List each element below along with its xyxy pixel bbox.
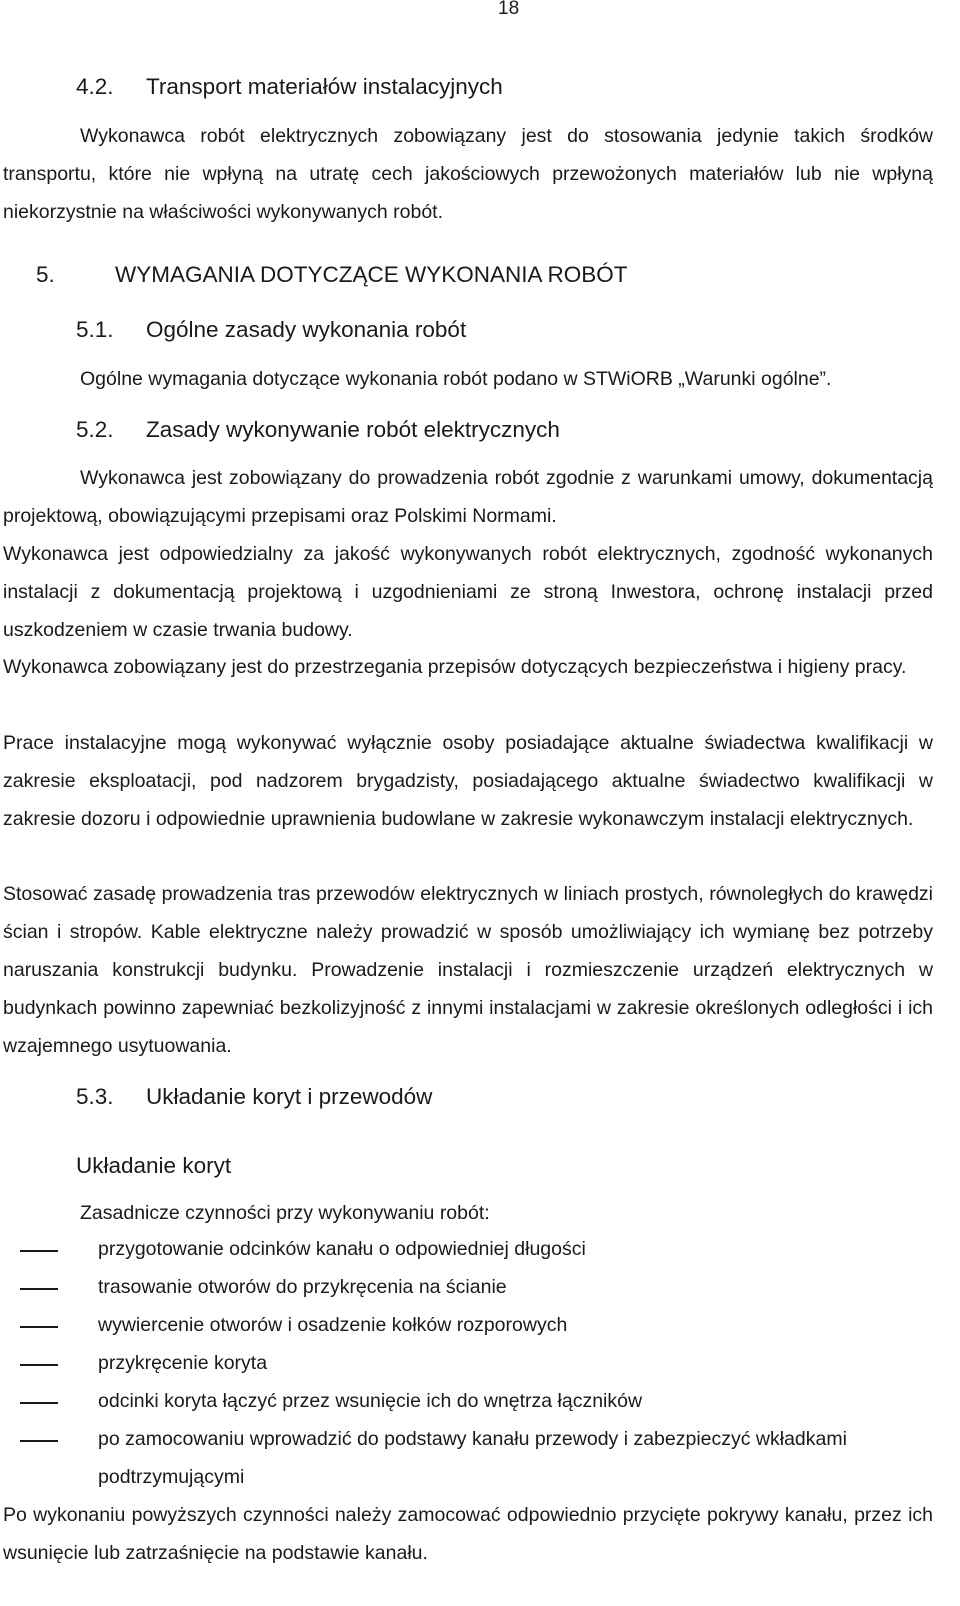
heading-5-3 — [76, 1084, 432, 1110]
paragraph-final: Po wykonaniu powyższych czynności należy zamocować odpowiednio przycięte pokrywy kanału, przez ich wsunięcie lub zatrzaśnięcie na podstawie kanału. — [3, 1504, 933, 1564]
heading-5-2-title: Zasady wykonywanie robót elektrycznych — [146, 417, 560, 442]
heading-4-2 — [76, 74, 503, 100]
paragraph-general-requirements: Ogólne wymagania dotyczące wykonania robót podano w STWiORB „Warunki ogólne”. — [80, 368, 832, 390]
subheading-trays: Układanie koryt — [76, 1153, 232, 1178]
heading-5 — [36, 262, 628, 288]
paragraph-qualifications: Prace instalacyjne mogą wykonywać wyłącznie osoby posiadające aktualne świadectwa kwalifikacji w zakresie eksploatacji, pod nadzorem brygadzisty, posiadającego aktualne świadectwo kwalifikacji w zakresie dozoru i odpowiednie uprawnienia budowlane w zakresie wykonawczym instalacji elektrycznych. — [3, 732, 933, 830]
paragraph-cable-routing: Stosować zasadę prowadzenia tras przewodów elektrycznych w liniach prostych, równoległych do krawędzi ścian i stropów. Kable elektryczne należy prowadzić w sposób umożliwiający ich wymianę bez potrzeby naruszania konstrukcji budynku. Prowadzenie instalacji i rozmieszczenie urządzeń elektrycznych w budynkach powinno zapewniać bezkolizyjność z innymi instalacjami w zakresie określonych odległości i ich wzajemnego usytuowania. — [3, 883, 933, 1057]
heading-5-2 — [76, 417, 560, 443]
heading-5-1-title: Ogólne zasady wykonania robót — [146, 317, 467, 342]
heading-5-2-number: 5.2. — [76, 417, 114, 442]
heading-5-1 — [76, 317, 466, 343]
steps-list — [0, 1230, 960, 1496]
heading-5-number: 5. — [36, 262, 55, 287]
heading-5-3-number: 5.3. — [76, 1084, 114, 1109]
paragraph-contractor-obligations: Wykonawca jest zobowiązany do prowadzenia robót zgodnie z warunkami umowy, dokumentacją projektową, obowiązującymi przepisami oraz Polskimi Normami. — [3, 467, 933, 527]
heading-5-title: WYMAGANIA DOTYCZĄCE WYKONANIA ROBÓT — [115, 262, 628, 287]
list-intro: Zasadnicze czynności przy wykonywaniu robót: — [80, 1202, 490, 1224]
list-item: przygotowanie odcinków kanału o odpowiedniej długości — [98, 1238, 586, 1260]
heading-4-2-number: 4.2. — [76, 74, 114, 99]
page-number: 18 — [498, 0, 520, 19]
list-item: trasowanie otworów do przykręcenia na ścianie — [98, 1276, 507, 1298]
list-item: po zamocowaniu wprowadzić do podstawy kanału przewody i zabezpieczyć wkładkami podtrzymującymi — [98, 1428, 847, 1488]
paragraph-contractor-responsibility: Wykonawca jest odpowiedzialny za jakość wykonywanych robót elektrycznych, zgodność wykonanych instalacji z dokumentacją projektową i uzgodnieniami ze stroną Inwestora, ochronę instalacji przed uszkodzeniem w czasie trwania budowy. — [3, 543, 933, 641]
heading-5-3-title: Układanie koryt i przewodów — [146, 1084, 433, 1109]
heading-4-2-title: Transport materiałów instalacyjnych — [146, 74, 503, 99]
paragraph-safety: Wykonawca zobowiązany jest do przestrzegania przepisów dotyczących bezpieczeństwa i higieny pracy. — [3, 656, 907, 678]
list-item: odcinki koryta łączyć przez wsunięcie ich do wnętrza łączników — [98, 1390, 643, 1412]
list-item: wywiercenie otworów i osadzenie kołków rozporowych — [98, 1314, 568, 1336]
list-item: przykręcenie koryta — [98, 1352, 268, 1374]
heading-5-1-number: 5.1. — [76, 317, 114, 342]
paragraph-transport: Wykonawca robót elektrycznych zobowiązany jest do stosowania jedynie takich środków transportu, które nie wpłyną na utratę cech jakościowych przewożonych materiałów lub nie wpłyną niekorzystnie na właściwości wykonywanych robót. — [3, 125, 933, 223]
